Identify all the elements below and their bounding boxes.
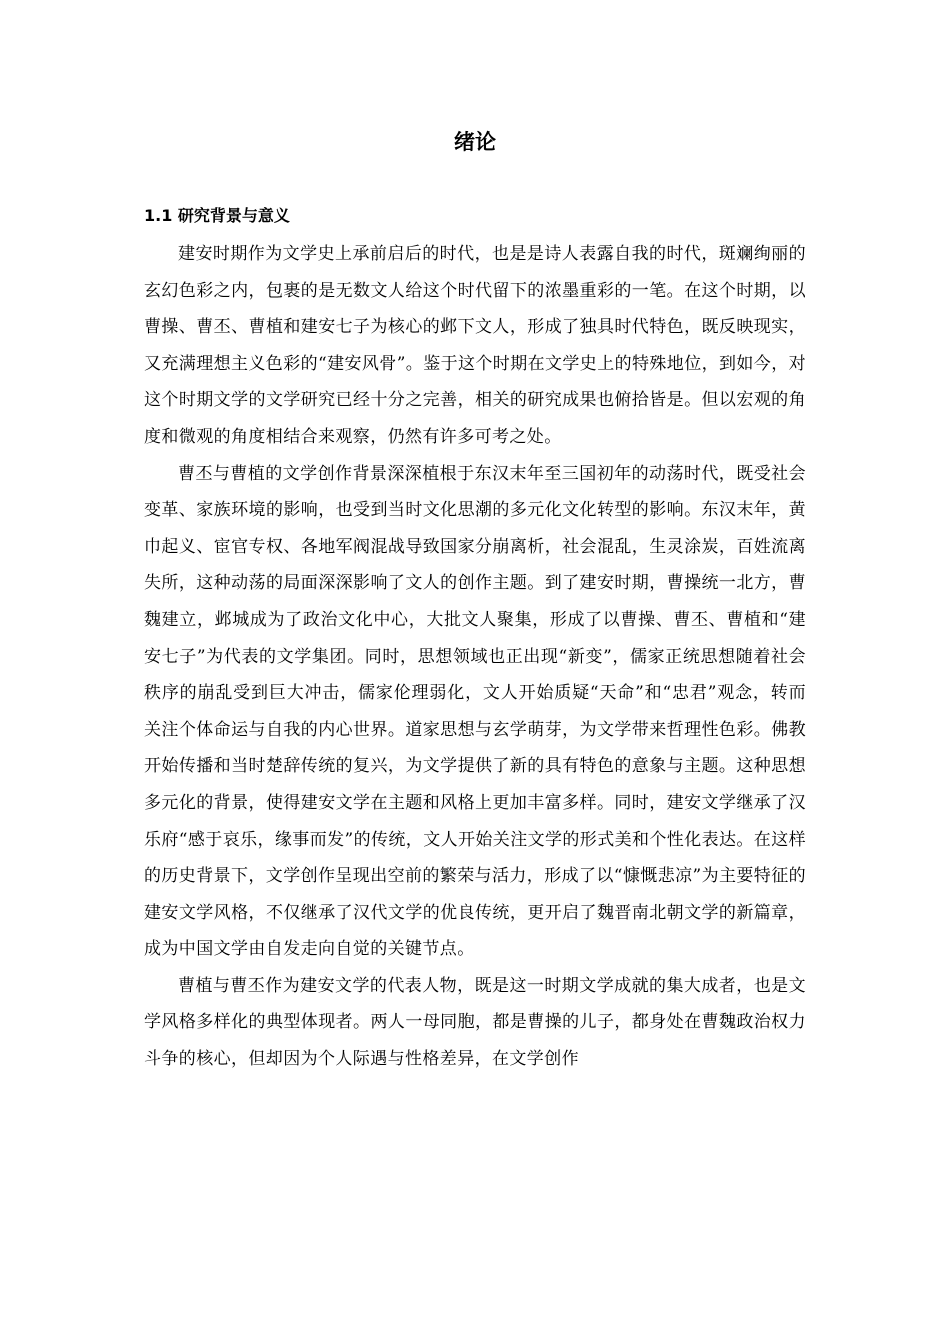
body-text	[144, 236, 806, 1078]
section-title: 1.1 研究背景与意义	[144, 206, 290, 225]
paragraph-3: 曹植与曹丕作为建安文学的代表人物，既是这一时期文学成就的集大成者，也是文学风格多样化的典型体现者。两人一母同胞，都是曹操的儿子，都身处在曹魏政治权力斗争的核心，但却因为个人际遇与性格差异，在文学创作	[144, 975, 806, 1070]
paragraph-2: 曹丕与曹植的文学创作背景深深植根于东汉末年至三国初年的动荡时代，既受社会变革、家族环境的影响，也受到当时文化思潮的多元化文化转型的影响。东汉末年，黄巾起义、宦官专权、各地军阀混战导致国家分崩离析，社会混乱，生灵涂炭，百姓流离失所，这种动荡的局面深深影响了文人的创作主题。到了建安时期，曹操统一北方，曹魏建立，邺城成为了政治文化中心，大批文人聚集，形成了以曹操、曹丕、曹植和“建安七子”为代表的文学集团。同时，思想领域也正出现“新变”，儒家正统思想随着社会秩序的崩乱受到巨大冲击，儒家伦理弱化，文人开始质疑“天命”和“忠君”观念，转而关注个体命运与自我的内心世界。道家思想与玄学萌芽，为文学带来哲理性色彩。佛教开始传播和当时楚辞传统的复兴，为文学提供了新的具有特色的意象与主题。这种思想多元化的背景，使得建安文学在主题和风格上更加丰富多样。同时，建安文学继承了汉乐府“感于哀乐，缘事而发”的传统，文人开始关注文学的形式美和个性化表达。在这样的历史背景下，文学创作呈现出空前的繁荣与活力，形成了以“慷慨悲凉”为主要特征的建安文学风格，不仅继承了汉代文学的优良传统，更开启了魏晋南北朝文学的新篇章，成为中国文学由自发走向自觉的关键节点。	[144, 463, 806, 960]
paragraph-1: 建安时期作为文学史上承前启后的时代，也是是诗人表露自我的时代，斑斓绚丽的玄幻色彩之内，包裹的是无数文人给这个时代留下的浓墨重彩的一笔。在这个时期，以曹操、曹丕、曹植和建安七子为核心的邺下文人，形成了独具时代特色，既反映现实，又充满理想主义色彩的“建安风骨”。鉴于这个时期在文学史上的特殊地位，到如今，对这个时期文学的文学研究已经十分之完善，相关的研究成果也俯拾皆是。但以宏观的角度和微观的角度相结合来观察，仍然有许多可考之处。	[144, 244, 806, 447]
chapter-title: 绪论	[454, 130, 496, 154]
